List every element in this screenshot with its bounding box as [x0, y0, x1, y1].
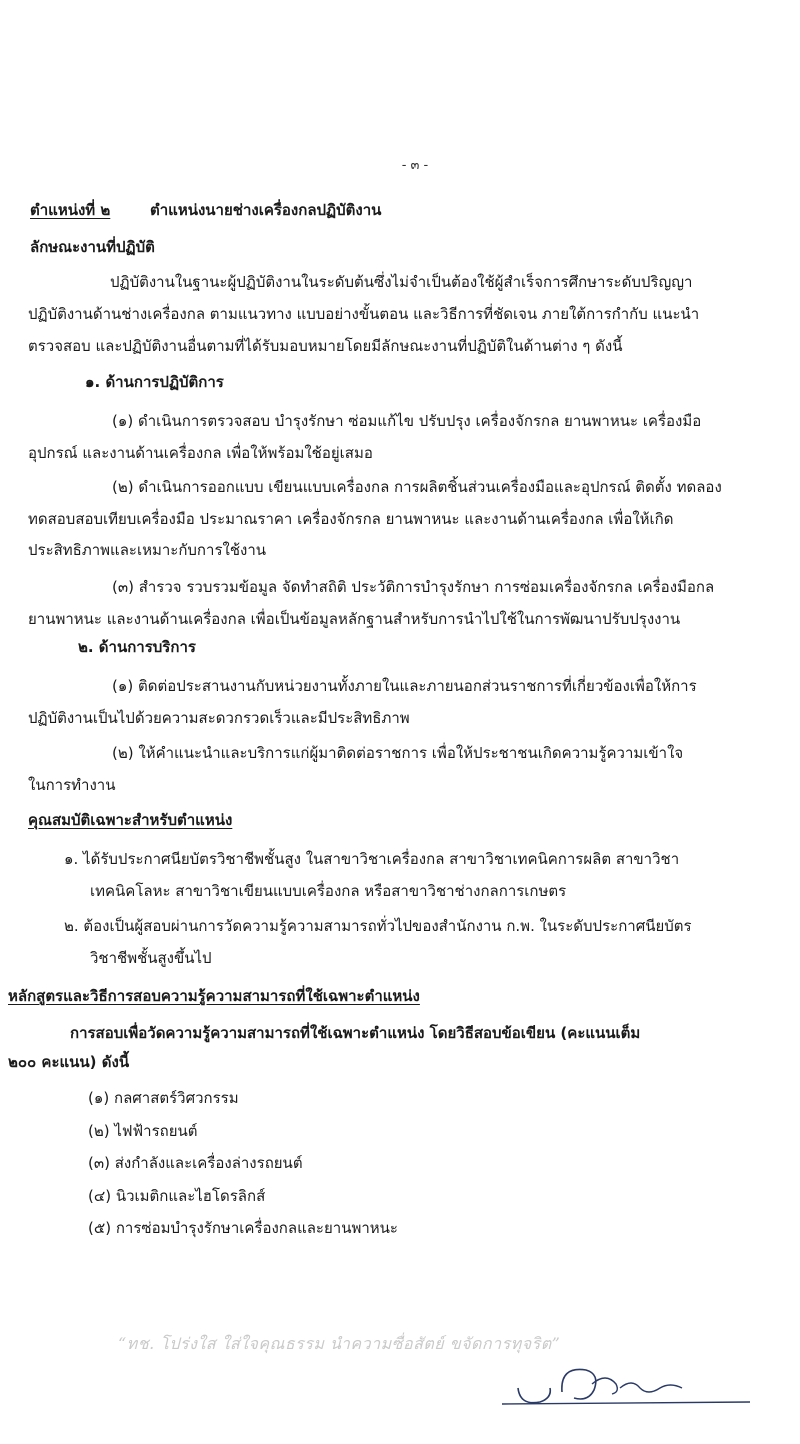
operations-item-1-line-2: อุปกรณ์ และงานด้านเครื่องกล เพื่อให้พร้อมใช้อยู่เสมอ — [28, 444, 373, 462]
operations-item-3-line-1: (๓) สำรวจ รวบรวมข้อมูล จัดทำสถิติ ประวัติการบำรุงรักษา การซ่อมเครื่องจักรกล เครื่องมือกล — [112, 578, 715, 596]
intro-line-1: ปฏิบัติงานในฐานะผู้ปฏิบัติงานในระดับต้นซึ่งไม่จำเป็นต้องใช้ผู้สำเร็จการศึกษาระดับปริญญา — [110, 273, 693, 291]
exam-subject-4: (๔) นิวเมติกและไฮโดรลิกส์ — [88, 1187, 266, 1205]
position-title: ตำแหน่งนายช่างเครื่องกลปฏิบัติงาน — [150, 201, 382, 219]
exam-desc-line-1: การสอบเพื่อวัดความรู้ความสามารถที่ใช้เฉพาะตำแหน่ง โดยวิธีสอบข้อเขียน (คะแนนเต็ม — [70, 1024, 641, 1042]
signature-mark — [500, 1358, 755, 1418]
qualification-1-line-1: ๑. ได้รับประกาศนียบัตรวิชาชีพชั้นสูง ในสาขาวิชาเครื่องกล สาขาวิชาเทคนิคการผลิต สาขาวิชา — [64, 850, 680, 868]
operations-item-1-line-1: (๑) ดำเนินการตรวจสอบ บำรุงรักษา ซ่อมแก้ไข ปรับปรุง เครื่องจักรกล ยานพาหนะ เครื่องมือ — [112, 412, 702, 430]
operations-item-2-line-1: (๒) ดำเนินการออกแบบ เขียนแบบเครื่องกล การผลิตชิ้นส่วนเครื่องมือและอุปกรณ์ ติดตั้ง ทดลอง — [112, 478, 722, 496]
service-item-1-line-2: ปฏิบัติงานเป็นไปด้วยความสะดวกรวดเร็วและมีประสิทธิภาพ — [28, 709, 410, 727]
service-item-2-line-1: (๒) ให้คำแนะนำและบริการแก่ผู้มาติดต่อราชการ เพื่อให้ประชาชนเกิดความรู้ความเข้าใจ — [112, 744, 684, 762]
operations-item-3-line-2: ยานพาหนะ และงานด้านเครื่องกล เพื่อเป็นข้อมูลหลักฐานสำหรับการนำไปใช้ในการพัฒนาปรับปรุงงาน — [28, 610, 681, 628]
qualifications-heading: คุณสมบัติเฉพาะสำหรับตำแหน่ง — [28, 811, 233, 829]
exam-heading: หลักสูตรและวิธีการสอบความรู้ความสามารถที่ใช้เฉพาะตำแหน่ง — [8, 987, 420, 1005]
page-number: - ๓ - — [401, 158, 429, 173]
position-label: ตำแหน่งที่ ๒ — [30, 201, 111, 219]
exam-subject-2: (๒) ไฟฟ้ารถยนต์ — [88, 1122, 198, 1140]
exam-subject-5: (๕) การซ่อมบำรุงรักษาเครื่องกลและยานพาหนะ — [88, 1219, 398, 1237]
intro-line-2: ปฏิบัติงานด้านช่างเครื่องกล ตามแนวทาง แบบอย่างขั้นตอน และวิธีการที่ชัดเจน ภายใต้การกำกับ แนะนำ — [28, 305, 700, 323]
job-nature-heading: ลักษณะงานที่ปฏิบัติ — [30, 238, 155, 256]
exam-desc-line-2: ๒๐๐ คะแนน) ดังนี้ — [8, 1053, 130, 1071]
qualification-2-line-1: ๒. ต้องเป็นผู้สอบผ่านการวัดความรู้ความสามารถทั่วไปของสำนักงาน ก.พ. ในระดับประกาศนียบัตร — [64, 917, 692, 935]
service-item-2-line-2: ในการทำงาน — [28, 776, 116, 794]
operations-item-2-line-3: ประสิทธิภาพและเหมาะกับการใช้งาน — [28, 541, 267, 559]
exam-subject-3: (๓) ส่งกำลังและเครื่องล่างรถยนต์ — [88, 1154, 303, 1172]
section-operations-title: ๑. ด้านการปฏิบัติการ — [85, 373, 224, 391]
intro-line-3: ตรวจสอบ และปฏิบัติงานอื่นตามที่ได้รับมอบหมายโดยมีลักษณะงานที่ปฏิบัติในด้านต่าง ๆ ดังนี้ — [28, 337, 623, 355]
section-service-title: ๒. ด้านการบริการ — [78, 638, 196, 656]
footer-motto: “ทช. โปร่งใส ใส่ใจคุณธรรม นำความซื่อสัตย์ ขจัดการทุจริต” — [118, 1334, 561, 1353]
exam-subject-1: (๑) กลศาสตร์วิศวกรรม — [88, 1089, 239, 1107]
qualification-1-line-2: เทคนิคโลหะ สาขาวิชาเขียนแบบเครื่องกล หรือสาขาวิชาช่างกลการเกษตร — [90, 882, 567, 900]
service-item-1-line-1: (๑) ติดต่อประสานงานกับหน่วยงานทั้งภายในและภายนอกส่วนราชการที่เกี่ยวข้องเพื่อให้การ — [112, 677, 697, 695]
qualification-2-line-2: วิชาชีพชั้นสูงขึ้นไป — [90, 949, 212, 967]
operations-item-2-line-2: ทดสอบสอบเทียบเครื่องมือ ประมาณราคา เครื่องจักรกล ยานพาหนะ และงานด้านเครื่องกล เพื่อให้เกิด — [28, 510, 674, 528]
